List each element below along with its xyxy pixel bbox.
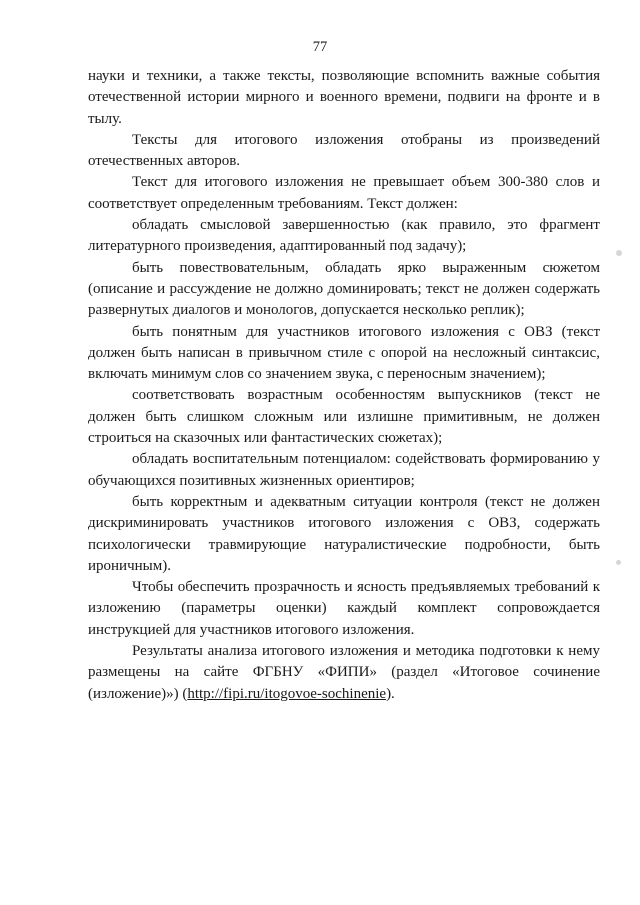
list-paragraph: обладать смысловой завершенностью (как правило, это фрагмент литературного произведения, адаптированный под задачу); xyxy=(88,217,600,255)
scan-mark xyxy=(616,250,622,256)
list-paragraph: соответствовать возрастным особенностям выпускников (текст не должен быть слишком сложным или излишне примитивным, не должен строиться на сказочных или фантастических сюжетах); xyxy=(88,387,600,447)
paragraph: Тексты для итогового изложения отобраны из произведений отечественных авторов. xyxy=(88,131,600,170)
paragraph-tail: ). xyxy=(386,685,395,702)
paragraph: Текст для итогового изложения не превышает объем 300-380 слов и соответствует определенным требованиям. Текст должен: xyxy=(88,174,600,212)
paragraph: науки и техники, а также тексты, позволяющие вспомнить важные события отечественной истории мирного и военного времени, подвиги на фронте и в тылу. xyxy=(88,68,600,127)
list-paragraph: обладать воспитательным потенциалом: содействовать формированию у обучающихся позитивных жизненных ориентиров; xyxy=(88,451,600,489)
paragraph-with-link xyxy=(88,641,600,705)
document-body xyxy=(88,66,600,705)
fipi-link[interactable]: http://fipi.ru/itogovoe-sochinenie xyxy=(187,685,387,702)
list-paragraph: быть повествовательным, обладать ярко выраженным сюжетом (описание и рассуждение не должно доминировать; текст не должен содержать развернутых диалогов и монологов, допускается несколько реплик); xyxy=(88,259,600,319)
page-number: 77 xyxy=(312,39,328,55)
scan-mark xyxy=(616,560,621,565)
list-paragraph: быть корректным и адекватным ситуации контроля (текст не должен дискриминировать участников итогового изложения с ОВЗ, содержать психологически травмирующие натуралистические подробности, быть ироничным). xyxy=(88,493,600,574)
paragraph-text: Результаты анализа итогового изложения и методика подготовки к нему размещены на сайте ФГБНУ «ФИПИ» (раздел «Итоговое сочинение (изложение)») ( xyxy=(88,643,600,702)
list-paragraph: быть понятным для участников итогового изложения с ОВЗ (текст должен быть написан в привычном стиле с опорой на несложный синтаксис, включать минимум слов со значением звука, с переносным значением); xyxy=(88,323,600,383)
paragraph: Чтобы обеспечить прозрачность и ясность предъявляемых требований к изложению (параметры оценки) каждый комплект сопровождается инструкцией для участников итогового изложения. xyxy=(88,579,600,638)
